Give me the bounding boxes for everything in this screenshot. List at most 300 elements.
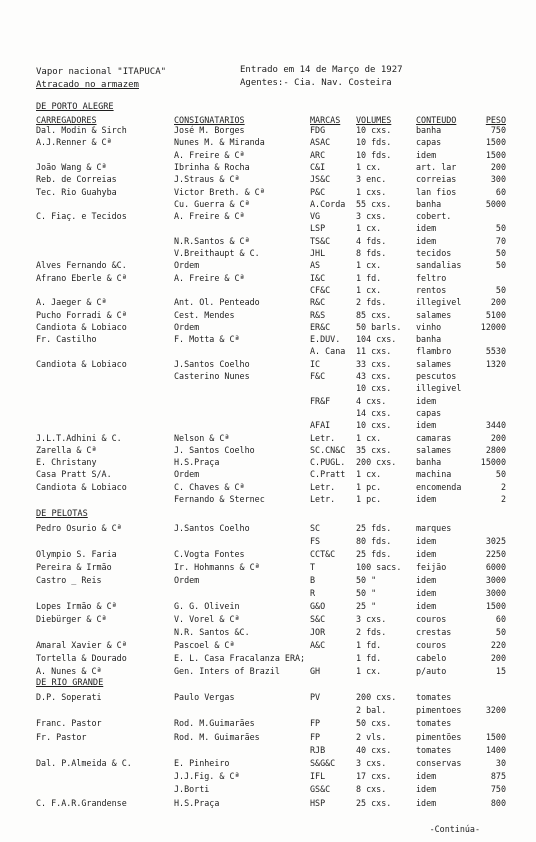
cell-shipper: C. Fiaç. e Tecidos bbox=[36, 211, 127, 222]
cell-marks: ER&C bbox=[310, 321, 331, 332]
cell-content: feijão bbox=[416, 562, 447, 572]
cell-volumes: 10 cxs. bbox=[356, 125, 392, 135]
cell-content: pescutos bbox=[416, 371, 457, 381]
table-row bbox=[0, 311, 536, 320]
cell-volumes: 14 cxs. bbox=[356, 407, 392, 418]
cell-volumes: 4 cxs. bbox=[356, 395, 387, 406]
cell-shipper: Olympio S. Faria bbox=[36, 549, 117, 559]
table-row bbox=[0, 628, 536, 637]
cell-shipper: Lopes Irmão & Cª bbox=[36, 601, 117, 611]
cell-volumes: 3 cxs. bbox=[356, 758, 387, 768]
table-row bbox=[0, 175, 536, 184]
cell-content: marques bbox=[416, 523, 452, 533]
cell-volumes: 35 cxs. bbox=[356, 444, 392, 455]
cell-weight: 6000 bbox=[485, 562, 506, 572]
cell-weight: 200 bbox=[490, 432, 506, 443]
cell-weight: 200 bbox=[490, 297, 506, 308]
cell-shipper: A. Jaeger & Cª bbox=[36, 297, 107, 308]
cell-volumes: 85 cxs. bbox=[356, 309, 392, 320]
cell-volumes: 1 fd. bbox=[356, 272, 382, 283]
table-row bbox=[0, 641, 536, 650]
cell-weight: 50 bbox=[495, 248, 506, 258]
cell-marks: P&C bbox=[310, 186, 326, 197]
table-row bbox=[0, 138, 536, 147]
cell-weight: 15 bbox=[495, 666, 506, 676]
table-row bbox=[0, 537, 536, 546]
cell-content: flambro bbox=[416, 346, 452, 357]
cell-consignee: Ordem bbox=[174, 469, 200, 480]
cell-marks: CF&C bbox=[310, 284, 331, 295]
table-row bbox=[0, 693, 536, 702]
cell-marks: AS bbox=[310, 260, 321, 271]
cell-volumes: 25 cxs. bbox=[356, 797, 392, 808]
cell-shipper: C. F.A.R.Grandense bbox=[36, 797, 127, 808]
cell-content: banha bbox=[416, 198, 442, 209]
cell-consignee: José M. Borges bbox=[174, 125, 245, 135]
cell-content: idem bbox=[416, 797, 437, 808]
table-row bbox=[0, 249, 536, 258]
table-row bbox=[0, 563, 536, 572]
cell-consignee: Rod. M. Guimarães bbox=[174, 731, 260, 742]
cell-content: idem bbox=[416, 149, 437, 160]
cell-consignee: F. Motta & Cª bbox=[174, 334, 240, 345]
table-row bbox=[0, 495, 536, 504]
table-row bbox=[0, 286, 536, 295]
cell-consignee: Cu. Guerra & Cª bbox=[174, 198, 250, 209]
cell-shipper: Franc. Pastor bbox=[36, 718, 102, 729]
cell-weight: 300 bbox=[490, 174, 506, 185]
table-row bbox=[0, 602, 536, 611]
cell-shipper: Zarella & Cª bbox=[36, 444, 97, 455]
cell-consignee: J.J.Fig. & Cª bbox=[174, 771, 240, 782]
cell-volumes: 55 cxs. bbox=[356, 198, 392, 209]
table-row bbox=[0, 261, 536, 270]
cell-volumes: 10 fds. bbox=[356, 137, 392, 148]
cell-weight: 2250 bbox=[485, 549, 506, 559]
cell-marks: S&G&C bbox=[310, 758, 336, 768]
cell-consignee: Paulo Vergas bbox=[174, 692, 235, 702]
cell-content: idem bbox=[416, 588, 437, 598]
cell-volumes: 1 cx. bbox=[356, 469, 382, 480]
cell-volumes: 25 " bbox=[356, 601, 377, 611]
cell-consignee: Nunes M. & Miranda bbox=[174, 137, 265, 148]
cell-content: capas bbox=[416, 407, 442, 418]
cell-volumes: 8 cxs. bbox=[356, 784, 387, 795]
cell-consignee: C. Chaves & Cª bbox=[174, 481, 245, 492]
cell-weight: 2 bbox=[500, 481, 506, 492]
table-row bbox=[0, 799, 536, 808]
cell-content: pimentões bbox=[416, 731, 462, 742]
col-volumes: VOLUMES bbox=[356, 115, 392, 125]
table-row bbox=[0, 785, 536, 794]
cell-marks: S&C bbox=[310, 614, 326, 624]
cell-marks: HSP bbox=[310, 797, 326, 808]
origin-heading: DE PORTO ALEGRE bbox=[36, 102, 114, 112]
col-marks: MARCAS bbox=[310, 115, 341, 125]
col-weight: PESO bbox=[485, 115, 506, 125]
cell-content: correias bbox=[416, 174, 457, 185]
cell-volumes: 11 cxs. bbox=[356, 346, 392, 357]
cell-content: art. lar bbox=[416, 161, 457, 172]
cell-marks: FR&F bbox=[310, 395, 331, 406]
cell-shipper: Dal. Modin & Sirch bbox=[36, 125, 127, 135]
cell-consignee: J. Santos Coelho bbox=[174, 444, 255, 455]
cell-shipper: Pedro Osurio & Cª bbox=[36, 523, 122, 533]
cell-marks: R bbox=[310, 588, 316, 598]
cell-shipper: A. Nunes & Cª bbox=[36, 666, 102, 676]
col-content: CONTEUDO bbox=[416, 115, 457, 125]
cell-content: banha bbox=[416, 457, 442, 468]
cell-marks: C.Pratt bbox=[310, 469, 346, 480]
cell-weight: 50 bbox=[495, 223, 506, 234]
cell-weight: 875 bbox=[490, 771, 506, 782]
cell-volumes: 25 fds. bbox=[356, 549, 392, 559]
cell-content: idem bbox=[416, 549, 437, 559]
cell-marks: Letr. bbox=[310, 494, 336, 504]
cell-volumes: 1 pc. bbox=[356, 494, 382, 504]
cell-marks: PV bbox=[310, 692, 321, 702]
table-row bbox=[0, 434, 536, 443]
cell-content: idem bbox=[416, 223, 437, 234]
cell-marks: C&I bbox=[310, 161, 326, 172]
cell-marks: RJB bbox=[310, 744, 326, 755]
cell-consignee: H.S.Praça bbox=[174, 797, 220, 808]
cell-content: tomates bbox=[416, 718, 452, 729]
cell-shipper: A.J.Renner & Cª bbox=[36, 137, 112, 148]
table-row bbox=[0, 237, 536, 246]
cell-content: couros bbox=[416, 640, 447, 650]
table-row bbox=[0, 421, 536, 430]
cell-consignee: G. G. Olivein bbox=[174, 601, 240, 611]
table-row bbox=[0, 188, 536, 197]
cell-marks: R&S bbox=[310, 309, 326, 320]
cell-weight: 60 bbox=[495, 186, 506, 197]
cell-weight: 1500 bbox=[485, 149, 506, 160]
cell-marks: A.Corda bbox=[310, 198, 346, 209]
table-row bbox=[0, 470, 536, 479]
cell-volumes: 50 cxs. bbox=[356, 718, 392, 729]
cell-content: salames bbox=[416, 309, 452, 320]
cell-volumes: 1 cx. bbox=[356, 432, 382, 443]
cell-consignee: V.Breithaupt & C. bbox=[174, 248, 260, 258]
cell-weight: 1320 bbox=[485, 358, 506, 369]
table-row bbox=[0, 576, 536, 585]
table-row bbox=[0, 384, 536, 393]
cell-content: camaras bbox=[416, 432, 452, 443]
col-shipper: CARREGADORES bbox=[36, 115, 97, 125]
cell-shipper: Afrano Eberle & Cª bbox=[36, 272, 127, 283]
cell-volumes: 4 fds. bbox=[356, 235, 387, 246]
cell-consignee: N.R. Santos &C. bbox=[174, 627, 250, 637]
agents: Agentes:- Cia. Nav. Costeira bbox=[240, 78, 392, 88]
cell-weight: 5000 bbox=[485, 198, 506, 209]
cell-volumes: 1 cx. bbox=[356, 223, 382, 234]
cell-volumes: 17 cxs. bbox=[356, 771, 392, 782]
cell-volumes: 50 " bbox=[356, 575, 377, 585]
cell-consignee: A. Freire & Cª bbox=[174, 211, 245, 222]
table-row bbox=[0, 212, 536, 221]
cell-shipper: Fr. Castilho bbox=[36, 334, 97, 345]
cell-marks: FDG bbox=[310, 125, 326, 135]
cell-weight: 3440 bbox=[485, 420, 506, 431]
cell-volumes: 2 fds. bbox=[356, 627, 387, 637]
cell-weight: 30 bbox=[495, 758, 506, 768]
cell-consignee: H.S.Praça bbox=[174, 457, 220, 468]
cell-weight: 750 bbox=[490, 125, 506, 135]
continues-note: -Continúa- bbox=[429, 824, 480, 834]
cell-weight: 5530 bbox=[485, 346, 506, 357]
cell-volumes: 8 fds. bbox=[356, 248, 387, 258]
cell-marks: IC bbox=[310, 358, 321, 369]
cell-weight: 2 bbox=[500, 494, 506, 504]
cell-shipper: Candiota & Lobiaco bbox=[36, 321, 127, 332]
cell-volumes: 1 fd. bbox=[356, 640, 382, 650]
cell-weight: 3000 bbox=[485, 588, 506, 598]
cell-content: vinho bbox=[416, 321, 442, 332]
cell-weight: 50 bbox=[495, 284, 506, 295]
table-row bbox=[0, 335, 536, 344]
cell-marks: JOR bbox=[310, 627, 326, 637]
cell-content: salames bbox=[416, 444, 452, 455]
cell-marks: G&O bbox=[310, 601, 326, 611]
cell-content: idem bbox=[416, 771, 437, 782]
cell-shipper: Castro _ Reis bbox=[36, 575, 102, 585]
cell-consignee: C.Vogta Fontes bbox=[174, 549, 245, 559]
cell-volumes: 104 cxs. bbox=[356, 334, 397, 345]
cell-shipper: Candiota & Lobiaco bbox=[36, 358, 127, 369]
cell-volumes: 3 cxs. bbox=[356, 211, 387, 222]
cell-content: machina bbox=[416, 469, 452, 480]
cell-consignee: Casterino Nunes bbox=[174, 371, 250, 381]
table-row bbox=[0, 667, 536, 676]
cell-volumes: 80 fds. bbox=[356, 536, 392, 546]
cell-marks: TS&C bbox=[310, 235, 331, 246]
cell-volumes: 1 cx. bbox=[356, 284, 382, 295]
cell-shipper: Fr. Pastor bbox=[36, 731, 87, 742]
berth-info: Atracado no armazem bbox=[36, 80, 139, 90]
cell-volumes: 10 cxs. bbox=[356, 420, 392, 431]
cell-weight: 15000 bbox=[480, 457, 506, 468]
cell-consignee: A. Freire & Cª bbox=[174, 149, 245, 160]
cell-weight: 1500 bbox=[485, 731, 506, 742]
cell-shipper: D.P. Soperati bbox=[36, 692, 102, 702]
cell-consignee: J.Straus & Cª bbox=[174, 174, 240, 185]
cell-shipper: Diebürger & Cª bbox=[36, 614, 107, 624]
cell-shipper: Reb. de Correias bbox=[36, 174, 117, 185]
cell-volumes: 40 cxs. bbox=[356, 744, 392, 755]
cell-volumes: 100 sacs. bbox=[356, 562, 402, 572]
cell-marks: B bbox=[310, 575, 316, 585]
cell-marks: FP bbox=[310, 731, 321, 742]
cell-consignee: J.Borti bbox=[174, 784, 210, 795]
cell-consignee: Ant. Ol. Penteado bbox=[174, 297, 260, 308]
table-row bbox=[0, 458, 536, 467]
cell-content: conservas bbox=[416, 758, 462, 768]
table-row bbox=[0, 298, 536, 307]
cell-weight: 750 bbox=[490, 784, 506, 795]
cell-content: cabelo bbox=[416, 653, 447, 663]
cell-weight: 50 bbox=[495, 627, 506, 637]
cell-consignee: E. Pinheiro bbox=[174, 758, 230, 768]
cell-weight: 12000 bbox=[480, 321, 506, 332]
cell-content: idem bbox=[416, 536, 437, 546]
cell-content: idem bbox=[416, 395, 437, 406]
cell-marks: ASAC bbox=[310, 137, 331, 148]
table-row bbox=[0, 759, 536, 768]
cell-content: feltro bbox=[416, 272, 447, 283]
cell-content: tecidos bbox=[416, 248, 452, 258]
cell-content: rentos bbox=[416, 284, 447, 295]
cell-volumes: 50 " bbox=[356, 588, 377, 598]
cell-volumes: 25 fds. bbox=[356, 523, 392, 533]
cell-consignee: Ordem bbox=[174, 575, 200, 585]
table-row bbox=[0, 151, 536, 160]
cell-weight: 1500 bbox=[485, 137, 506, 148]
cell-marks: C.PUGL. bbox=[310, 457, 346, 468]
cell-volumes: 2 bal. bbox=[356, 705, 387, 716]
cell-marks: Letr. bbox=[310, 481, 336, 492]
cell-content: cobert. bbox=[416, 211, 452, 222]
col-consignee: CONSIGNATARIOS bbox=[174, 115, 245, 125]
section-title-pelotas: DE PELOTAS bbox=[36, 509, 88, 519]
cell-content: capas bbox=[416, 137, 442, 148]
cell-content: salames bbox=[416, 358, 452, 369]
cell-content: pimentoes bbox=[416, 705, 462, 716]
cell-shipper: Amaral Xavier & Cª bbox=[36, 640, 127, 650]
cell-shipper: E. Christany bbox=[36, 457, 97, 468]
cell-weight: 50 bbox=[495, 260, 506, 271]
cell-marks: F&C bbox=[310, 371, 326, 381]
cell-marks: IFL bbox=[310, 771, 326, 782]
cell-consignee: A. Freire & Cª bbox=[174, 272, 245, 283]
cell-volumes: 3 cxs. bbox=[356, 614, 387, 624]
cell-content: couros bbox=[416, 614, 447, 624]
table-row bbox=[0, 524, 536, 533]
table-row bbox=[0, 483, 536, 492]
cell-shipper: Pereira & Irmão bbox=[36, 562, 112, 572]
cell-volumes: 1 pc. bbox=[356, 481, 382, 492]
cell-content: tomates bbox=[416, 744, 452, 755]
table-row bbox=[0, 323, 536, 332]
table-row bbox=[0, 654, 536, 663]
cell-content: banha bbox=[416, 334, 442, 345]
cell-consignee: Fernando & Sternec bbox=[174, 494, 265, 504]
cell-content: idem bbox=[416, 235, 437, 246]
cell-marks: SC bbox=[310, 523, 321, 533]
cell-volumes: 10 fds. bbox=[356, 149, 392, 160]
table-row bbox=[0, 615, 536, 624]
cell-consignee: Ordem bbox=[174, 321, 200, 332]
cell-consignee: Nelson & Cª bbox=[174, 432, 230, 443]
cell-weight: 5100 bbox=[485, 309, 506, 320]
table-row bbox=[0, 224, 536, 233]
cell-volumes: 50 barls. bbox=[356, 321, 402, 332]
cell-shipper: Dal. P.Almeida & C. bbox=[36, 758, 132, 768]
cell-volumes: 3 enc. bbox=[356, 174, 387, 185]
table-row bbox=[0, 200, 536, 209]
table-row bbox=[0, 550, 536, 559]
cell-consignee: Victor Breth. & Cª bbox=[174, 186, 265, 197]
arrival-date: Entrado em 14 de Março de 1927 bbox=[240, 65, 403, 75]
cell-volumes: 1 cx. bbox=[356, 260, 382, 271]
cell-content: tomates bbox=[416, 692, 452, 702]
cell-marks: CCT&C bbox=[310, 549, 336, 559]
cell-shipper: Pucho Forradi & Cª bbox=[36, 309, 127, 320]
cell-weight: 3000 bbox=[485, 575, 506, 585]
cell-weight: 70 bbox=[495, 235, 506, 246]
cell-volumes: 1 cxs. bbox=[356, 186, 387, 197]
cell-shipper: J.L.T.Adhini & C. bbox=[36, 432, 122, 443]
cell-weight: 800 bbox=[490, 797, 506, 808]
table-row bbox=[0, 360, 536, 369]
table-row bbox=[0, 347, 536, 356]
cell-marks: A&C bbox=[310, 640, 326, 650]
cell-content: encomenda bbox=[416, 481, 462, 492]
cell-content: illegivel bbox=[416, 383, 462, 394]
table-row bbox=[0, 126, 536, 135]
cell-weight: 3025 bbox=[485, 536, 506, 546]
table-row bbox=[0, 772, 536, 781]
cell-marks: FP bbox=[310, 718, 321, 729]
cell-marks: A. Cana bbox=[310, 346, 346, 357]
cell-consignee: Rod. M.Guimarães bbox=[174, 718, 255, 729]
cell-content: idem bbox=[416, 575, 437, 585]
cell-shipper: Tec. Rio Guahyba bbox=[36, 186, 117, 197]
cell-content: idem bbox=[416, 494, 437, 504]
cell-weight: 1500 bbox=[485, 601, 506, 611]
cell-volumes: 200 cxs. bbox=[356, 692, 397, 702]
cell-consignee: Gen. Inters of Brazil bbox=[174, 666, 280, 676]
cell-weight: 60 bbox=[495, 614, 506, 624]
cell-weight: 50 bbox=[495, 469, 506, 480]
cell-consignee: Ibrinha & Rocha bbox=[174, 161, 250, 172]
cell-marks: R&C bbox=[310, 297, 326, 308]
cell-consignee: Pascoel & Cª bbox=[174, 640, 235, 650]
cell-shipper: Casa Pratt S/A. bbox=[36, 469, 112, 480]
cell-marks: Letr. bbox=[310, 432, 336, 443]
cell-volumes: 1 fd. bbox=[356, 653, 382, 663]
cell-marks: LSP bbox=[310, 223, 326, 234]
cell-shipper: João Wang & Cª bbox=[36, 161, 107, 172]
cell-content: sandalias bbox=[416, 260, 462, 271]
table-row bbox=[0, 706, 536, 715]
cell-weight: 2800 bbox=[485, 444, 506, 455]
cell-volumes: 1 cx. bbox=[356, 161, 382, 172]
cell-marks: JHL bbox=[310, 248, 326, 258]
cell-shipper: Tortella & Dourado bbox=[36, 653, 127, 663]
cell-content: p/auto bbox=[416, 666, 447, 676]
cell-volumes: 2 vls. bbox=[356, 731, 387, 742]
ship-name: Vapor nacional "ITAPUCA" bbox=[36, 67, 167, 77]
cell-volumes: 2 fds. bbox=[356, 297, 387, 308]
table-row bbox=[0, 446, 536, 455]
cell-volumes: 1 cx. bbox=[356, 666, 382, 676]
cell-content: lan fios bbox=[416, 186, 457, 197]
cell-content: banha bbox=[416, 125, 442, 135]
table-row bbox=[0, 589, 536, 598]
cell-weight: 200 bbox=[490, 653, 506, 663]
cell-weight: 1400 bbox=[485, 744, 506, 755]
table-row bbox=[0, 397, 536, 406]
cell-marks: JS&C bbox=[310, 174, 331, 185]
table-row bbox=[0, 409, 536, 418]
cell-consignee: Cest. Mendes bbox=[174, 309, 235, 320]
table-row bbox=[0, 733, 536, 742]
cell-consignee: Ir. Hohmanns & Cª bbox=[174, 562, 260, 572]
cell-consignee: J.Santos Coelho bbox=[174, 358, 250, 369]
cell-weight: 3200 bbox=[485, 705, 506, 716]
table-row bbox=[0, 274, 536, 283]
